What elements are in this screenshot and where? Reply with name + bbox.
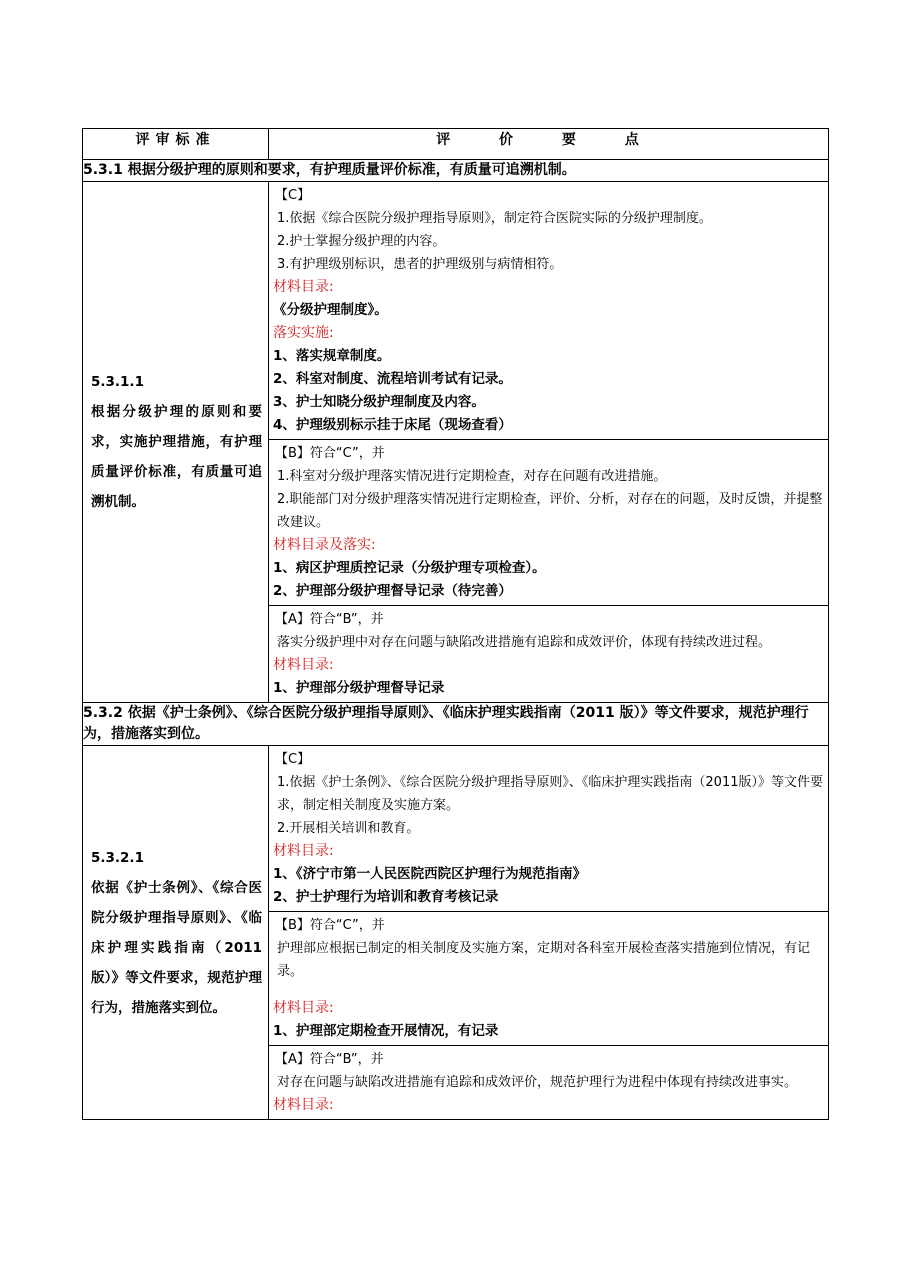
material-item: 1、护理部定期检查开展情况，有记录 (273, 1023, 499, 1039)
level-label: 【B】符合“C”，并 (275, 918, 385, 933)
point-line: 对存在问题与缺陷改进措施有追踪和成效评价，规范护理行为进程中体现有持续改进事实。 (277, 1075, 798, 1090)
material-item: 1、落实规章制度。 (273, 348, 391, 364)
header-points: 评 价 要 点 (269, 129, 829, 160)
material-title: 材料目录: (273, 1000, 334, 1016)
standard-cell (83, 182, 269, 703)
material-item: 1、病区护理质控记录（分级护理专项检查）。 (273, 560, 546, 576)
section-row (83, 160, 829, 182)
material-item: 4、护理级别标示挂于床尾（现场查看） (273, 417, 512, 433)
level-c-cell (269, 182, 829, 440)
point-line: 落实分级护理中对存在问题与缺陷改进措施有追踪和成效评价，体现有持续改进过程。 (277, 635, 772, 650)
level-b-cell (269, 440, 829, 606)
level-c-cell (269, 746, 829, 912)
standard-text: 依据《护士条例》、《综合医院分级护理指导原则》、《临床护理实践指南（2011 版）》等文件要求，规范护理行为，措施落实到位。 (91, 879, 262, 1016)
level-a-cell (269, 606, 829, 703)
standard-code: 5.3.1.1 (91, 374, 144, 390)
level-row (83, 182, 829, 440)
table-header-row (83, 129, 829, 160)
level-b-cell (269, 912, 829, 1046)
material-title: 材料目录: (273, 843, 334, 859)
point-line: 护理部应根据已制定的相关制度及实施方案，定期对各科室开展检查落实措施到位情况，有记录。 (277, 941, 811, 979)
level-a-cell (269, 1046, 829, 1120)
evaluation-table (82, 128, 829, 1120)
standard-code: 5.3.2.1 (91, 849, 144, 866)
material-item: 2、科室对制度、流程培训考试有记录。 (273, 371, 512, 387)
section-row (83, 703, 829, 746)
point-line: 1.依据《综合医院分级护理指导原则》，制定符合医院实际的分级护理制度。 (277, 211, 712, 226)
material-item: 2、护士护理行为培训和教育考核记录 (273, 889, 499, 905)
material-title: 材料目录: (273, 657, 334, 673)
level-label: 【A】符合“B”，并 (275, 1052, 384, 1067)
material-item: 《分级护理制度》。 (273, 302, 388, 318)
material-title: 材料目录: (273, 279, 334, 295)
material-item: 1、《济宁市第一人民医院西院区护理行为规范指南》 (273, 866, 587, 882)
level-label: 【A】符合“B”，并 (275, 612, 384, 627)
point-line: 2.护士掌握分级护理的内容。 (277, 234, 446, 249)
point-line: 3.有护理级别标识，患者的护理级别与病情相符。 (277, 257, 563, 272)
point-line: 1.科室对分级护理落实情况进行定期检查，对存在问题有改进措施。 (277, 469, 667, 484)
level-row (83, 746, 829, 912)
point-line: 2.开展相关培训和教育。 (277, 821, 420, 836)
standard-cell (83, 746, 269, 1120)
header-standard: 评审标准 (83, 129, 269, 160)
material-item: 3、护士知晓分级护理制度及内容。 (273, 394, 485, 410)
section-title: 5.3.1 根据分级护理的原则和要求，有护理质量评价标准，有质量可追溯机制。 (83, 160, 829, 182)
level-label: 【B】符合“C”，并 (275, 446, 385, 461)
point-line: 1.依据《护士条例》、《综合医院分级护理指导原则》、《临床护理实践指南（2011版）》等文件要求，制定相关制度及实施方案。 (277, 775, 823, 813)
standard-text: 根据分级护理的原则和要求，实施护理措施，有护理质量评价标准，有质量可追溯机制。 (91, 404, 262, 510)
material-item: 2、护理部分级护理督导记录（待完善） (273, 583, 512, 599)
spacer (273, 983, 824, 997)
point-line: 2.职能部门对分级护理落实情况进行定期检查，评价、分析，对存在的问题，及时反馈，并提整改建议。 (277, 492, 823, 530)
section-title: 5.3.2 依据《护士条例》、《综合医院分级护理指导原则》、《临床护理实践指南（2011 版）》等文件要求，规范护理行为，措施落实到位。 (83, 703, 829, 746)
level-label: 【C】 (275, 188, 311, 203)
material-title: 材料目录: (273, 1097, 334, 1113)
level-label: 【C】 (275, 752, 311, 767)
material-title: 材料目录及落实: (273, 537, 376, 553)
material-title: 落实实施: (273, 325, 334, 341)
material-item: 1、护理部分级护理督导记录 (273, 680, 445, 696)
